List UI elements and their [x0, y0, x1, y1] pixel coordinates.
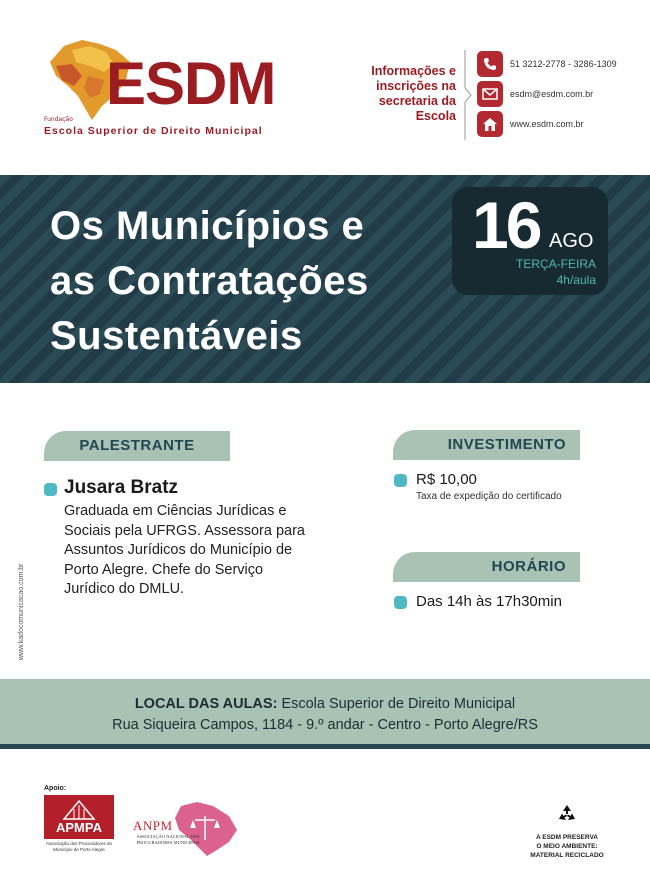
bullet-icon: [394, 596, 407, 609]
title-banner: [0, 175, 650, 383]
event-title-line: as Contratações: [50, 259, 369, 303]
price: R$ 10,00: [416, 471, 477, 488]
speaker-bio-line: Assuntos Jurídicos do Município de: [64, 542, 293, 558]
date-hours: 4h/aula: [556, 273, 596, 287]
contact-website-text: www.esdm.com.br: [510, 119, 584, 129]
event-title: [50, 199, 470, 364]
investment-tab: INVESTIMENTO: [393, 430, 580, 460]
contact-email-text: esdm@esdm.com.br: [510, 89, 594, 99]
event-title-line: Os Municípios e: [50, 204, 365, 248]
bracket-divider: [463, 50, 473, 140]
designer-credit: www.kadocomunicacao.com.br: [18, 563, 25, 660]
logo-fundacao: Fundação: [44, 116, 73, 123]
recycle-notice: [527, 803, 607, 860]
apmpa-subtitle: Associação dos Procuradores do Município de Porto Alegre: [45, 841, 113, 852]
event-title-line: Sustentáveis: [50, 314, 303, 358]
bullet-icon: [394, 474, 407, 487]
phone-icon: [477, 51, 503, 77]
location-place: Escola Superior de Direito Municipal: [281, 696, 516, 712]
speaker-tab: PALESTRANTE: [44, 431, 230, 461]
apmpa-name: APMPA: [56, 820, 102, 835]
anpm-logo: [133, 800, 243, 858]
speaker-bio-line: Graduada em Ciências Jurídicas e: [64, 503, 287, 519]
speaker-bio-line: Porto Alegre. Chefe do Serviço: [64, 561, 264, 578]
location-bar: [0, 679, 650, 749]
contact-phone[interactable]: [477, 50, 617, 78]
contact-website[interactable]: [477, 110, 584, 138]
date-month: AGO: [549, 230, 594, 252]
speaker-name: Jusara Bratz: [64, 477, 179, 498]
info-text: Informações e inscrições na secretaria da Escola: [371, 64, 456, 123]
location-address: Rua Siqueira Campos, 1184 - 9.º andar - Centro - Porto Alegre/RS: [112, 717, 538, 733]
date-weekday: TERÇA-FEIRA: [515, 257, 596, 271]
date-day: 16: [472, 188, 540, 262]
anpm-name: ANPM: [133, 818, 173, 833]
speaker-bio: [64, 502, 354, 600]
logo-subtitle: Escola Superior de Direito Municipal: [44, 125, 263, 137]
envelope-icon: [477, 81, 503, 107]
speaker-bio-line: Sociais pela UFRGS. Assessora para: [64, 522, 305, 539]
contact-phone-text: 51 3212-2778 - 3286-1309: [510, 59, 617, 69]
speaker-bio-line: Jurídico do DMLU.: [64, 581, 185, 597]
anpm-subtitle: ASSOCIAÇÃO NACIONAL DOS PROCURADORES MUNICIPAIS: [136, 834, 200, 845]
apmpa-logo: [44, 795, 114, 857]
location-label: LOCAL DAS AULAS:: [134, 696, 278, 712]
support-label: Apoio:: [44, 785, 67, 792]
schedule-time: Das 14h às 17h30min: [416, 593, 562, 610]
recycle-text: [527, 833, 607, 860]
price-note: Taxa de expedição do certificado: [416, 491, 562, 502]
recycle-line: MATERIAL RECICLADO: [530, 852, 604, 859]
contact-email[interactable]: [477, 80, 593, 108]
home-icon: [477, 111, 503, 137]
recycle-line: A ESDM PRESERVA: [535, 834, 598, 841]
schedule-tab: HORÁRIO: [393, 552, 580, 582]
recycle-icon: [556, 803, 578, 825]
date-badge: [452, 187, 608, 295]
apmpa-emblem: [44, 795, 114, 839]
esdm-logo: [38, 32, 298, 142]
recycle-line: O MEIO AMBIENTE:: [536, 843, 598, 850]
logo-wordmark: ESDM: [106, 50, 276, 117]
bullet-icon: [44, 483, 57, 496]
